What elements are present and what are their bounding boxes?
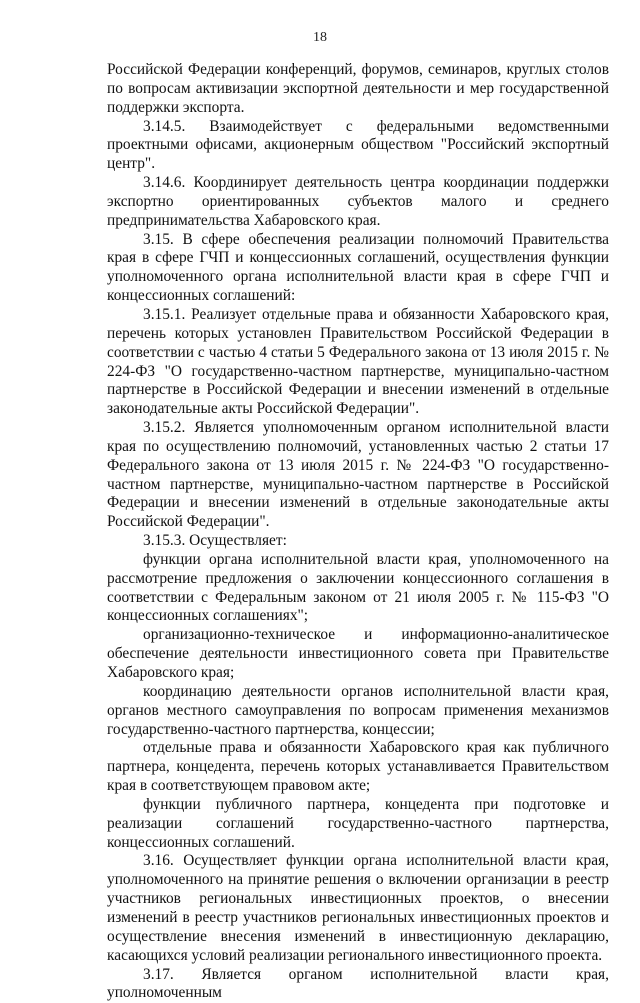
list-item-public-partner-functions: функции публичного партнера, концедента при подготовке и реализации соглашений государственно-частного партнерства, концессионных соглашений. [107, 796, 609, 853]
paragraph-3-17: 3.17. Является органом исполнительной власти края, уполномоченным [107, 966, 609, 1003]
paragraph-3-15-1: 3.15.1. Реализует отдельные права и обязанности Хабаровского края, перечень которых установлен Правительством Российской Федерации в соответствии с частью 4 статьи 5 Федерального закона от 13 июля 2015 г. № 224-ФЗ "О государственно-частном партнерстве, муниципально-частном партнерстве в Российской Федерации и внесении изменений в отдельные законодательные акты Российской Федерации". [107, 306, 609, 419]
paragraph-3-14-6: 3.14.6. Координирует деятельность центра координации поддержки экспортно ориентированных субъектов малого и среднего предпринимательства Хабаровского края. [107, 174, 609, 231]
list-item-rights-obligations: отдельные права и обязанности Хабаровского края как публичного партнера, концедента, перечень которых устанавливается Правительством края в соответствующем правовом акте; [107, 739, 609, 796]
paragraph-continuation: Российской Федерации конференций, форумов, семинаров, круглых столов по вопросам активизации экспортной деятельности и мер государственной поддержки экспорта. [107, 61, 609, 118]
paragraph-3-16: 3.16. Осуществляет функции органа исполнительной власти края, уполномоченного на принятие решения о включении организации в реестр участников региональных инвестиционных проектов, о внесении изменений в реестр участников региональных инвестиционных проектов и осуществление внесения изменений в инвестиционную декларацию, касающихся условий реализации регионального инвестиционного проекта. [107, 852, 609, 965]
paragraph-3-15: 3.15. В сфере обеспечения реализации полномочий Правительства края в сфере ГЧП и концессионных соглашений, осуществления функции уполномоченного органа исполнительной власти края в сфере ГЧП и концессионных соглашений: [107, 231, 609, 306]
list-item-investment-council: организационно-техническое и информационно-аналитическое обеспечение деятельности инвестиционного совета при Правительстве Хабаровского края; [107, 626, 609, 683]
list-item-coordination: координацию деятельности органов исполнительной власти края, органов местного самоуправления по вопросам применения механизмов государственно-частного партнерства, концессии; [107, 683, 609, 740]
paragraph-3-14-5: 3.14.5. Взаимодействует с федеральными ведомственными проектными офисами, акционерным обществом "Российский экспортный центр". [107, 118, 609, 175]
page-number: 18 [0, 30, 640, 46]
list-item-concession-functions: функции органа исполнительной власти края, уполномоченного на рассмотрение предложения о заключении концессионного соглашения в соответствии с Федеральным законом от 21 июля 2005 г. № 115-ФЗ "О концессионных соглашениях"; [107, 551, 609, 626]
document-body [107, 61, 609, 1003]
paragraph-3-15-3: 3.15.3. Осуществляет: [107, 532, 609, 551]
paragraph-3-15-2: 3.15.2. Является уполномоченным органом исполнительной власти края по осуществлению полномочий, установленных частью 2 статьи 17 Федерального закона от 13 июля 2015 г. № 224-ФЗ "О государственно-частном партнерстве, муниципально-частном партнерстве в Российской Федерации и внесении изменений в отдельные законодательные акты Российской Федерации". [107, 419, 609, 532]
